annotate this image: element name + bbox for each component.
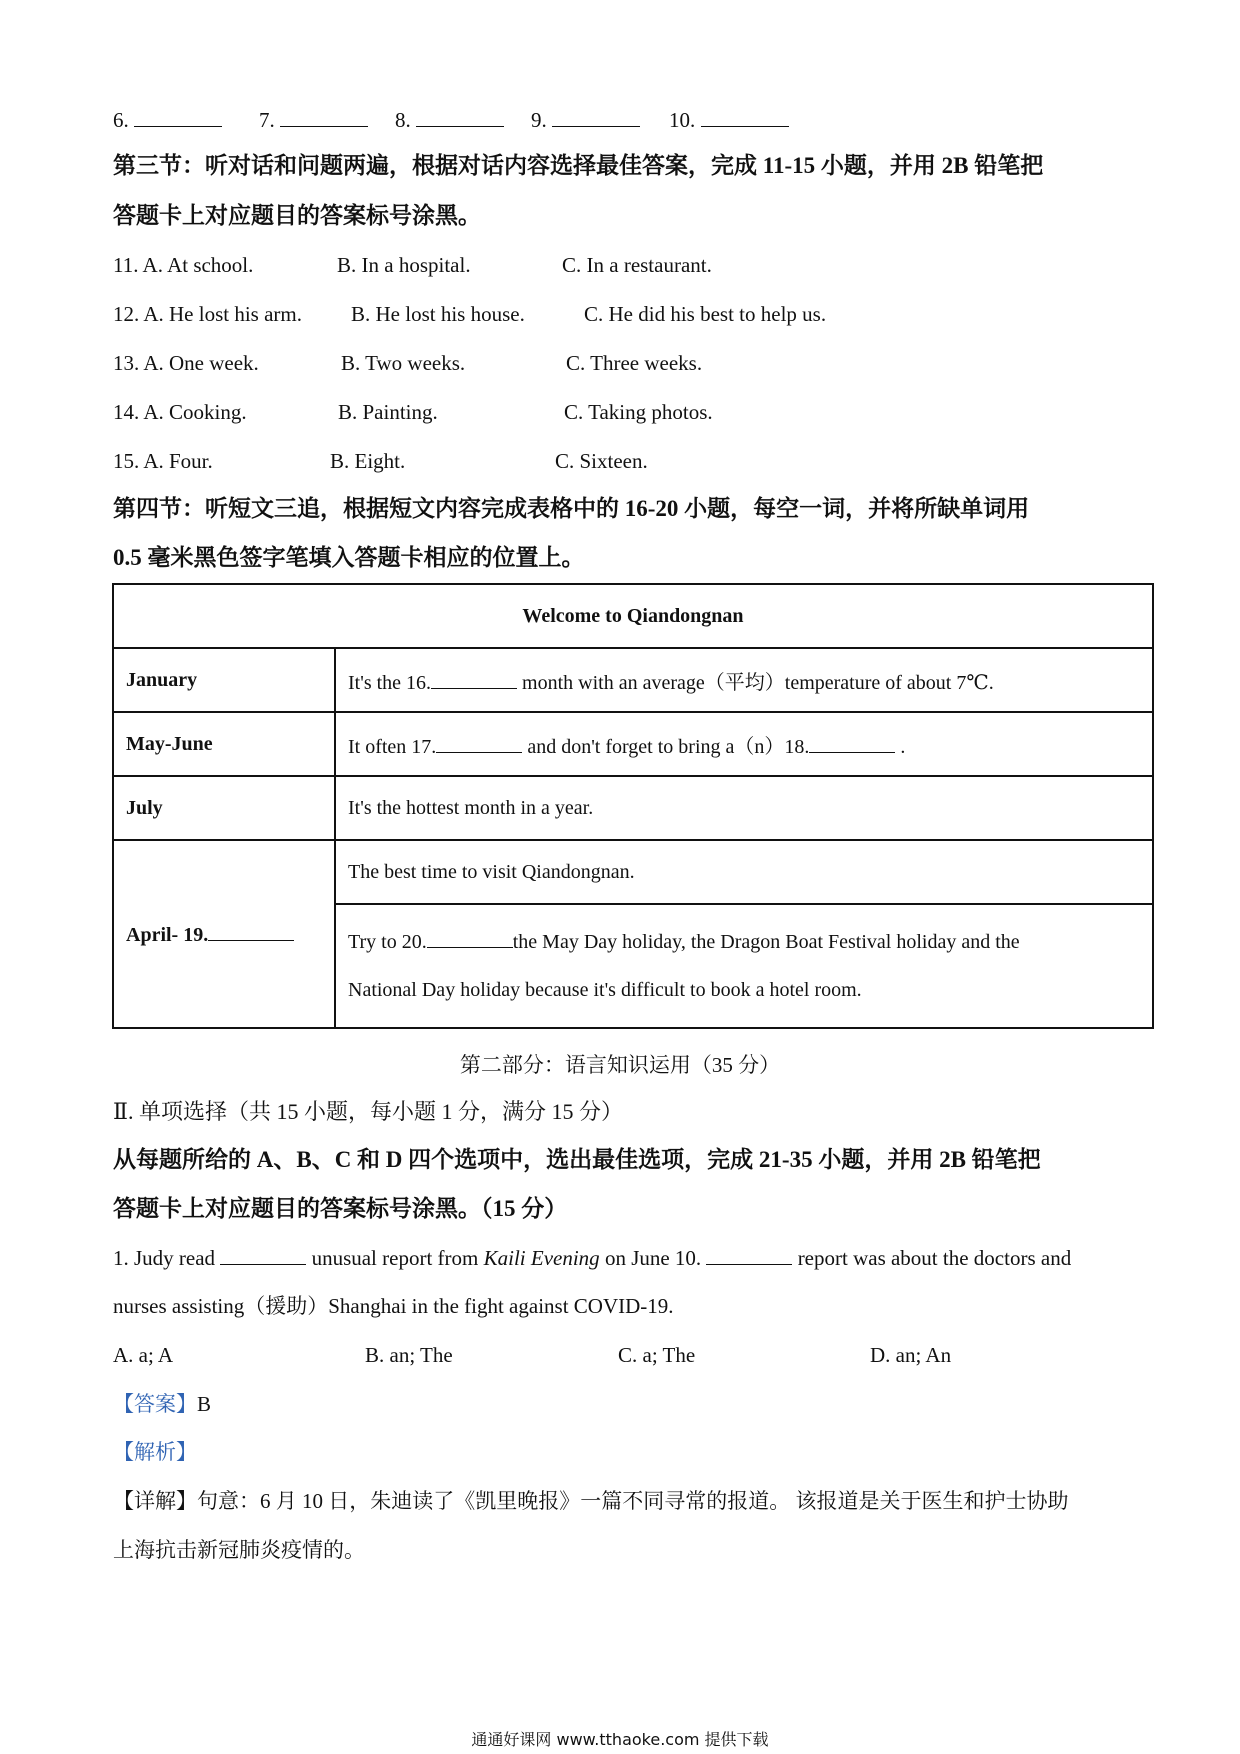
detail-text-line1: 句意：6 月 10 日，朱迪读了《凯里晚报》一篇不同寻常的报道。 该报道是关于医生和护士协助 [197, 1489, 1069, 1513]
mc-instruction-line1: 从每题所给的 A、B、C 和 D 四个选项中，选出最佳选项，完成 21-35 小题，并用 2B 铅笔把 [113, 1147, 1041, 1172]
q1-blank-2 [706, 1246, 792, 1265]
question-1-line1 [113, 1244, 1071, 1272]
q1-blank-1 [220, 1246, 306, 1265]
q13-option-a: 13. A. One week. [113, 351, 259, 375]
q14-option-b: B. Painting. [338, 400, 438, 424]
jan-text-pre: It's the 16. [348, 671, 432, 694]
q1-option-b: B. an; The [365, 1343, 453, 1367]
april-text2-pre: Try to 20. [348, 931, 427, 953]
q11-option-b: B. In a hospital. [337, 253, 471, 277]
answer-blank-8 [416, 108, 504, 127]
table-title: Welcome to Qiandongnan [113, 584, 1153, 648]
row-text-april-2 [335, 904, 1153, 1028]
q14-option-a: 14. A. Cooking. [113, 400, 247, 424]
q12-option-c: C. He did his best to help us. [584, 302, 827, 326]
section3-heading-line1: 第三节：听对话和问题两遍，根据对话内容选择最佳答案，完成 11-15 小题，并用 2B 铅笔把 [113, 153, 1044, 178]
row-label-january: January [113, 648, 335, 712]
section3-heading-line2: 答题卡上对应题目的答案标号涂黑。 [113, 203, 481, 228]
section4-heading-line1: 第四节：听短文三追，根据短文内容完成表格中的 16-20 小题，每空一词，并将所缺单词用 [113, 496, 1030, 521]
blank-label-6: 6. [113, 108, 129, 132]
answer-line [113, 1390, 211, 1418]
q1-text-part3: on June 10. [599, 1246, 702, 1270]
mc-section-heading: Ⅱ. 单项选择（共 15 小题，每小题 1 分，满分 15 分） [113, 1099, 623, 1124]
detail-line2: 上海抗击新冠肺炎疫情的。 [113, 1538, 365, 1562]
answer-blank-19 [208, 922, 294, 941]
row-label-april [113, 840, 335, 1028]
row-text-january [335, 648, 1153, 712]
detail-tag: 【详解】 [113, 1489, 197, 1513]
q14-option-c: C. Taking photos. [564, 400, 713, 424]
answer-blank-16 [431, 670, 517, 689]
q1-text-part1: 1. Judy read [113, 1246, 216, 1270]
blank-label-7: 7. [259, 108, 275, 132]
blank-label-9: 9. [531, 108, 547, 132]
q12-option-a: 12. A. He lost his arm. [113, 302, 302, 326]
may-text-pre: It often 17. [348, 735, 437, 758]
q15-option-a: 15. A. Four. [113, 449, 213, 473]
table-row [113, 840, 1153, 904]
qiandongnan-table [112, 583, 1154, 1029]
q1-text-part4: report was about the doctors and [792, 1246, 1072, 1270]
q11-option-c: C. In a restaurant. [562, 253, 712, 277]
section4-heading-line2: 0.5 毫米黑色签字笔填入答题卡相应的位置上。 [113, 545, 585, 570]
table-row [113, 648, 1153, 712]
table-row [113, 712, 1153, 776]
may-text-post: . [895, 735, 906, 758]
q1-option-c: C. a; The [618, 1343, 696, 1367]
row-label-july: July [113, 776, 335, 840]
detail-line1 [113, 1487, 1069, 1515]
answer-tag: 【答案】 [113, 1392, 197, 1416]
answer-blank-6 [134, 108, 222, 127]
answer-blank-7 [280, 108, 368, 127]
row-label-may-june: May-June [113, 712, 335, 776]
answer-blank-18 [809, 734, 895, 753]
analysis-tag: 【解析】 [113, 1440, 197, 1464]
april-text2-line2: National Day holiday because it's difficult to book a hotel room. [348, 979, 862, 1001]
table-row [113, 776, 1153, 840]
q1-option-a: A. a; A [113, 1343, 174, 1367]
row-text-april-1: The best time to visit Qiandongnan. [335, 840, 1153, 904]
jan-text-post: month with an average（平均）temperature of about 7℃. [517, 671, 994, 694]
blank-label-10: 10. [669, 108, 696, 132]
q1-text-part2: unusual report from [306, 1246, 484, 1270]
row-text-may-june [335, 712, 1153, 776]
answer-blank-9 [552, 108, 640, 127]
table-title-row [113, 584, 1153, 648]
part2-title: 第二部分：语言知识运用（35 分） [459, 1053, 781, 1077]
row-text-july: It's the hottest month in a year. [335, 776, 1153, 840]
may-text-mid: and don't forget to bring a（n）18. [522, 735, 810, 758]
question-1-line2: nurses assisting（援助）Shanghai in the fight against COVID-19. [113, 1294, 674, 1318]
q13-option-b: B. Two weeks. [341, 351, 466, 375]
q12-option-b: B. He lost his house. [351, 302, 525, 326]
april-text2-post: the May Day holiday, the Dragon Boat Festival holiday and the [512, 931, 1020, 953]
answer-blank-17 [436, 734, 522, 753]
q13-option-c: C. Three weeks. [566, 351, 703, 375]
q1-option-d: D. an; An [870, 1343, 952, 1367]
answer-blank-10 [701, 108, 789, 127]
q15-option-b: B. Eight. [330, 449, 406, 473]
q15-option-c: C. Sixteen. [555, 449, 648, 473]
q1-newspaper-name: Kaili Evening [483, 1246, 600, 1270]
answer-value: B [197, 1392, 212, 1416]
blank-label-8: 8. [395, 108, 411, 132]
answer-blank-20 [427, 929, 513, 948]
mc-instruction-line2: 答题卡上对应题目的答案标号涂黑。（15 分） [113, 1196, 568, 1221]
q11-option-a: 11. A. At school. [113, 253, 254, 277]
page-footer: 通通好课网 www.tthaoke.com 提供下载 [471, 1730, 769, 1749]
april-label-text: April- 19. [126, 923, 209, 946]
